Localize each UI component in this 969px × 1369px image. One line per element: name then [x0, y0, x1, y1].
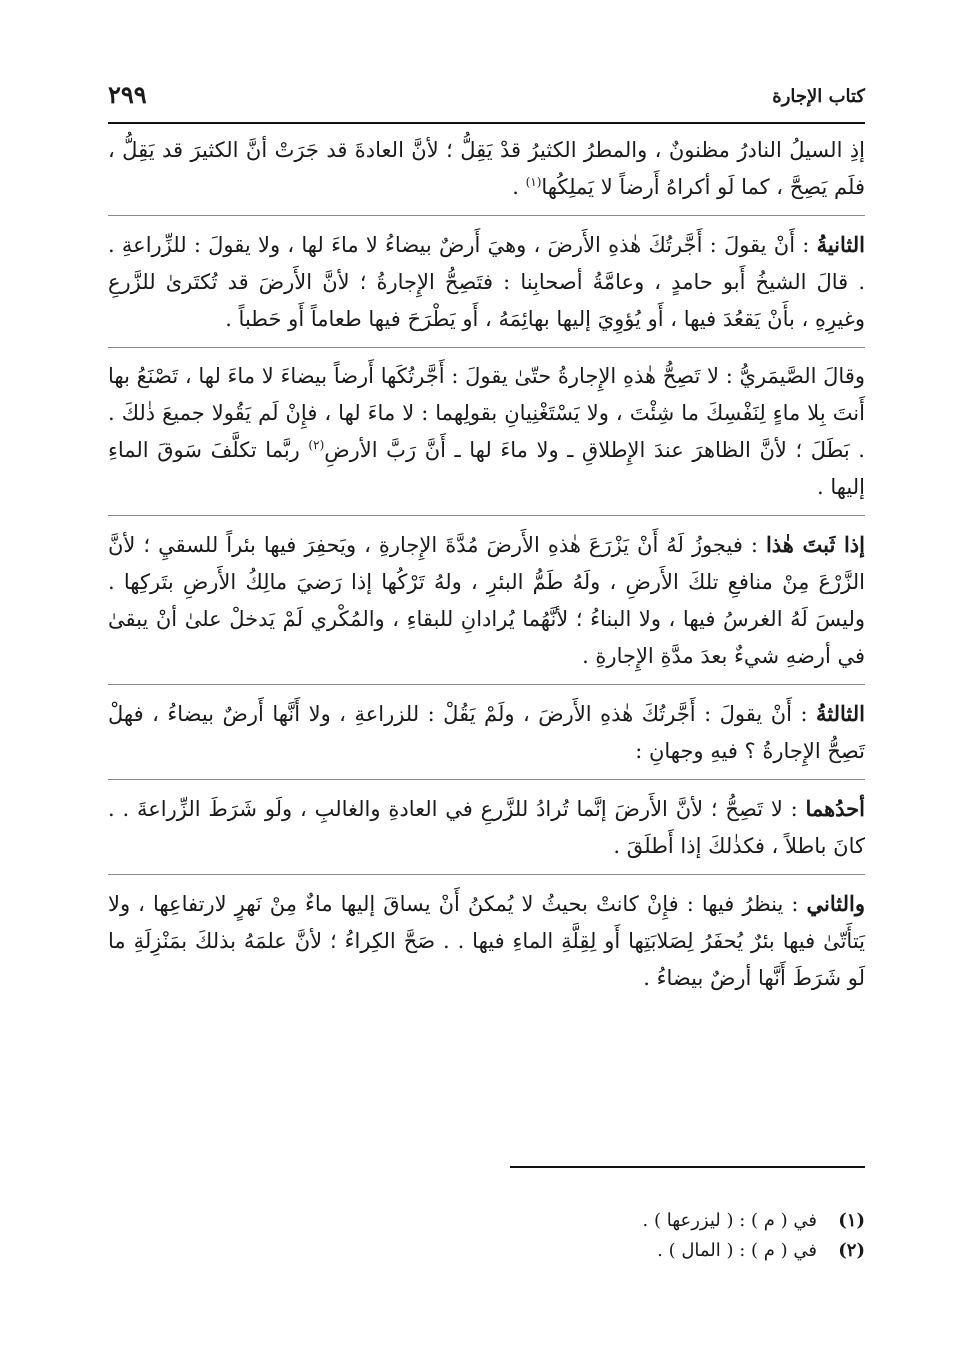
paragraph-4 [108, 526, 865, 675]
paragraph-text: : لا تَصِحُّ ؛ لأنَّ الأَرضَ إنَّما تُرادُ للزَّرعِ في العادةِ والغالبِ ، ولَو شَرَطَ الزِّراعةَ . . كانَ باطلاً ، فكذٰلكَ إذا أَطلَقَ . [108, 797, 865, 858]
paragraph-divider [108, 515, 865, 516]
paragraph-text: وقالَ الصَّيمَريُّ : لا تَصِحُّ هٰذهِ الإِجارةُ حتّىٰ يقولَ : أَجَّرتُكَها أَرضاً بيضاءَ لا ماءَ لها ، تَصْنَعُ بها أَنتَ بِلا ماءٍ لِنَفْسِكَ ما شِئْتَ ، ولا يَسْتَغْنِيانِ بقولِهما : لا ماءَ لها ، فإِنْ لَم يَقُولا جميعَ ذٰلكَ . . بَطَلَ ؛ لأنَّ الظاهرَ عندَ الإِطلاقِ ـ ولا ماءَ لها ـ أَنَّ رَبَّ الأرضِ [108, 364, 865, 462]
paragraph-divider [108, 684, 865, 685]
footnote-rule [510, 1166, 865, 1168]
paragraph-6 [108, 790, 865, 865]
paragraph-2 [108, 226, 865, 338]
page-number: ٢٩٩ [108, 80, 147, 109]
paragraph-text: : أَنْ يقولَ : أَجَّرتُكَ هٰذهِ الأَرضَ ، ولَمْ يَقُلْ : للزراعةِ ، ولا أَنَّها أَرضٌ بيضاءُ ، فهلْ تَصِحُّ الإِجارةُ ؟ فيهِ وجهانِ : [108, 702, 865, 763]
footnote-text: في ( م ) : ( المال ) . [657, 1240, 817, 1261]
paragraph-5 [108, 695, 865, 770]
paragraph-7 [108, 885, 865, 997]
footnote-2 [108, 1236, 865, 1266]
main-text [108, 132, 865, 1006]
chapter-title: كتاب الإجارة [772, 86, 865, 107]
paragraph-divider [108, 347, 865, 348]
footnote-1 [108, 1206, 865, 1236]
paragraph-text: : فيجوزُ لَهُ أَنْ يَزْرَعَ هٰذهِ الأَرضَ مُدَّةَ الإِجارةِ ، ويَحفِرَ فيها بئراً للسقيِ ؛ لأنَّ الزَّرْعَ مِنْ منافعِ تلكَ الأَرضِ ، ولَهُ طَمُّ البئرِ ، ولهُ تَرْكُها إذا رَضيَ مالِكُ الأَرضِ بتَركِها . وليسَ لَهُ الغرسُ فيها ، ولا البناءُ ؛ لأنَّهُما يُرادانِ للبقاءِ ، والمُكْري لَمْ يَدخلْ علىٰ أنْ يبقىٰ في أرضهِ شيءٌ بعدَ مدَّةِ الإِجارةِ . [108, 533, 865, 668]
paragraph-text: : ينظرُ فيها : فإِنْ كانتْ بحيثُ لا يُمكنُ أَنْ يساقَ إليها ماءٌ مِنْ نَهرٍ لارتفاعِها ، ولا يَتأَتّىٰ فيها بئرٌ يُحفَرُ لِصَلابَتِها أَو لِقِلَّةِ الماءِ فيها . . صَحَّ الكِراءُ ؛ لأنَّ علمَهُ بذلكَ بمَنْزِلَةِ ما لَو شَرَطَ أَنَّها أرضٌ بيضاءُ . [108, 892, 865, 990]
paragraph-text: : أَنْ يقولَ : أَجَّرتُكَ هٰذهِ الأَرضَ ، وهيَ أَرضٌ بيضاءُ لا ماءَ لها ، ولا يقولَ : للزِّراعةِ . . قالَ الشيخُ أَبو حامدٍ ، وعامَّةُ أصحابِنا : فتَصِحُّ الإِجارةُ ؛ لأنَّ الأَرضَ قد تُكتَرىٰ للزَّرعِ وغيرِهِ ، بأَنْ يَقعُدَ فيها ، أَو يُؤوِيَ إليها بهائِمَهُ ، أَو يَطْرَحَ فيها طعاماً أَو حَطباً . [108, 233, 865, 331]
header-rule [108, 122, 865, 124]
paragraph-tail: . [512, 175, 526, 199]
footnote-number: (١) [838, 1210, 865, 1231]
footnotes [108, 1206, 865, 1266]
running-header [108, 80, 865, 118]
paragraph-lead: أحدُهما [805, 796, 865, 821]
paragraph-tail: ربَّما تكلَّفَ سَوقَ الماءِ إليها . [108, 438, 865, 499]
paragraph-lead: الثالثةُ [816, 701, 865, 726]
paragraph-divider [108, 215, 865, 216]
paragraph-3 [108, 358, 865, 506]
footnote-text: في ( م ) : ( ليزرعها ) . [642, 1210, 817, 1231]
paragraph-text: إذِ السيلُ النادرُ مظنونٌ ، والمطرُ الكثيرُ قدْ يَقِلُّ ؛ لأنَّ العادةَ قد جَرَتْ أنَّ الكثيرَ قد يَقِلُّ ، فلَم يَصِحَّ ، كما لَو أكراهُ أَرضاً لا يَملِكُها [108, 138, 865, 199]
footnote-ref-2: (٢) [308, 438, 325, 452]
paragraph-divider [108, 874, 865, 875]
paragraph-1 [108, 132, 865, 206]
paragraph-divider [108, 779, 865, 780]
footnote-ref-1: (١) [525, 175, 542, 189]
footnote-number: (٢) [838, 1240, 865, 1261]
paragraph-lead: الثانيةُ [816, 232, 865, 257]
paragraph-lead: والثاني [806, 891, 865, 916]
paragraph-lead: إذا ثَبتَ هٰذا [765, 532, 865, 557]
